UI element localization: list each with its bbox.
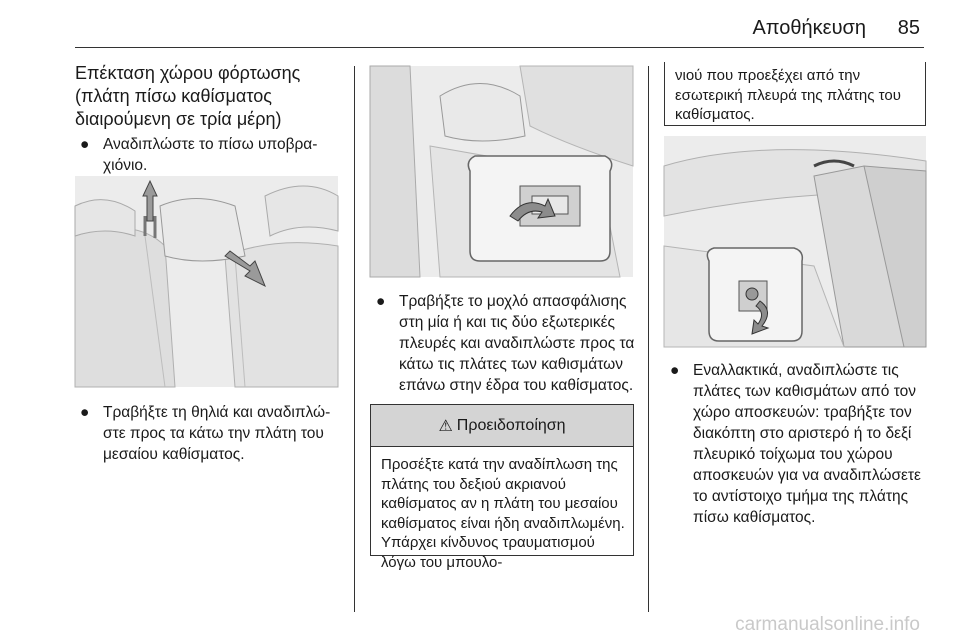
warning-triangle-icon: ⚠: [438, 417, 453, 435]
warning-continuation-box: [664, 62, 926, 126]
instruction-text: Εναλλακτικά, αναδιπλώστε τις πλάτες των καθισμάτων από τον χώρο αποσκευών: τραβήξτε τον διακόπτη στο αριστερό ή το δεξί πλευρικό τοίχωμα του χώρου αποσκευών για να αναδιπλώσετε το αντίστοιχο τμήμα της πλάτης πίσω καθίσματος.: [693, 362, 921, 526]
instruction-text: Τραβήξτε τη θηλιά και αναδιπλώστε προς τα κάτω την πλάτη του μεσαίου καθίσματος.: [103, 404, 331, 463]
figure-trunk-release-switch: [664, 136, 926, 347]
instruction-text: Αναδιπλώστε το πίσω υποβραχιόνιο.: [103, 136, 318, 174]
warning-continuation-text: νιού που προεξέχει από την εσωτερική πλευρά της πλάτης του καθίσματος.: [675, 67, 901, 123]
page-header-title: Αποθήκευση: [752, 17, 866, 39]
bullet-icon: ●: [80, 404, 90, 421]
column-separator-right: [648, 66, 649, 612]
warning-text: Προσέξτε κατά την αναδίπλωση της πλάτης του δεξιού ακριανού καθίσματος αν η πλάτη του μεσαίου καθίσματος είναι ήδη αναδιπλωμένη. Υπάρχει κίνδυνος τραυματισμού λόγω του μπουλο-: [381, 456, 625, 571]
section-heading: Επέκταση χώρου φόρτωσης (πλάτη πίσω καθίσματος διαιρούμενη σε τρία μέρη): [75, 63, 301, 129]
warning-title: Προειδοποίηση: [456, 416, 566, 434]
list-item: [80, 402, 342, 465]
watermark: carmanualsonline.info: [735, 614, 920, 635]
figure-headrest-loop: [75, 176, 338, 387]
warning-box: [370, 404, 634, 571]
list-item: [376, 291, 636, 396]
bullet-icon: ●: [80, 136, 90, 153]
instruction-text: Τραβήξτε το μοχλό απασφάλισης στη μία ή και τις δύο εξωτερικές πλευρές και αναδιπλώστε προς τα κάτω τις πλάτες των καθισμάτων επάνω στην έδρα του καθίσματος.: [399, 293, 635, 394]
list-item: [80, 134, 342, 176]
page-number: 85: [897, 17, 920, 39]
figure-release-lever: [370, 66, 633, 277]
warning-header: [371, 405, 633, 447]
bullet-icon: ●: [670, 362, 680, 379]
bullet-icon: ●: [376, 293, 386, 310]
header-rule: [75, 47, 924, 48]
column-separator-left: [354, 66, 355, 612]
list-item: [670, 360, 932, 528]
